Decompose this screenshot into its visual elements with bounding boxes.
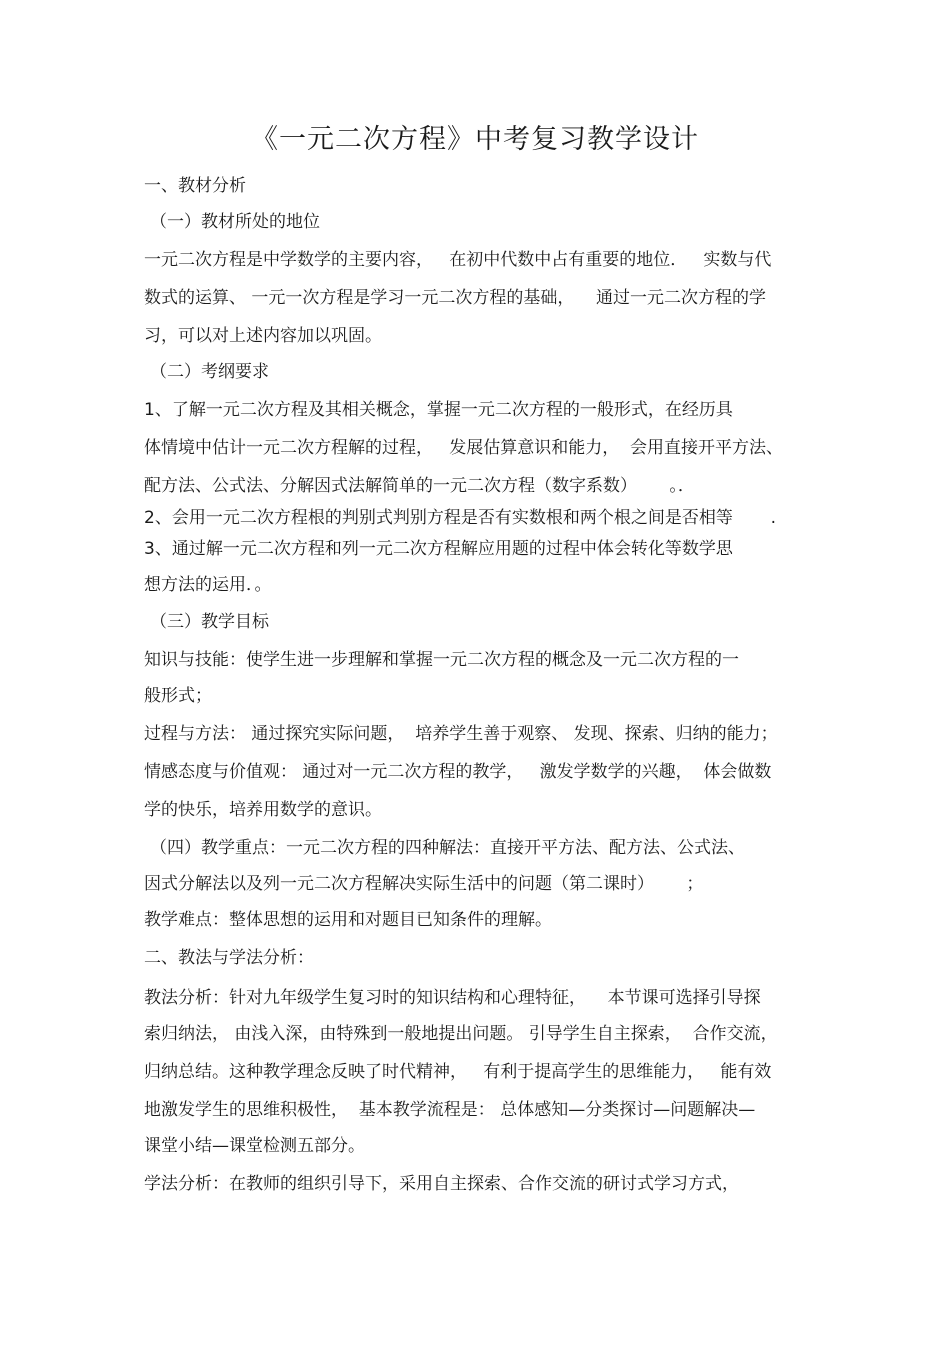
paragraph-line: 习，可以对上述内容加以巩固。 xyxy=(144,326,382,346)
paragraph-line: 地激发学生的思维积极性， 基本教学流程是： 总体感知—分类探讨—问题解决— xyxy=(144,1100,756,1120)
paragraph-line: 过程与方法： 通过探究实际问题， 培养学生善于观察、 发现、探索、归纳的能力； xyxy=(144,724,778,744)
document-title: 《一元二次方程》中考复习教学设计 xyxy=(251,124,699,155)
subsection-heading: （一）教材所处的地位 xyxy=(150,212,320,232)
paragraph-line: 归纳总结。这种教学理念反映了时代精神， 有利于提高学生的思维能力， 能有效 xyxy=(144,1062,772,1082)
paragraph-line: 想方法的运用．。 xyxy=(144,575,272,595)
paragraph-line: 数式的运算、 一元一次方程是学习一元二次方程的基础， 通过一元二次方程的学 xyxy=(144,288,767,308)
paragraph-line: 3、通过解一元二次方程和列一元二次方程解应用题的过程中体会转化等数学思 xyxy=(144,539,733,559)
paragraph-line: 学的快乐，培养用数学的意识。 xyxy=(144,800,382,820)
paragraph-line: 教法分析：针对九年级学生复习时的知识结构和心理特征， 本节课可选择引导探 xyxy=(144,988,761,1008)
paragraph-line: 般形式； xyxy=(144,686,212,706)
subsection-heading: （二）考纲要求 xyxy=(150,362,269,382)
paragraph-line: 学法分析：在教师的组织引导下，采用自主探索、合作交流的研讨式学习方式， xyxy=(144,1174,739,1194)
paragraph-line: 情感态度与价值观： 通过对一元二次方程的教学， 激发学数学的兴趣， 体会做数 xyxy=(144,762,772,782)
paragraph-line: 课堂小结—课堂检测五部分。 xyxy=(144,1136,365,1156)
section-heading: 一、教材分析 xyxy=(144,176,246,196)
paragraph-line: 2、会用一元二次方程根的判别式判别方程是否有实数根和两个根之间是否相等 . xyxy=(144,508,777,528)
paragraph-line: 一元二次方程是中学数学的主要内容， 在初中代数中占有重要的地位． 实数与代 xyxy=(144,250,772,270)
subsection-heading: （三）教学目标 xyxy=(150,612,269,632)
paragraph-line: 教学难点：整体思想的运用和对题目已知条件的理解。 xyxy=(144,910,552,930)
paragraph-line: （四）教学重点：一元二次方程的四种解法：直接开平方法、配方法、公式法、 xyxy=(150,838,745,858)
paragraph-line: 配方法、公式法、分解因式法解简单的一元二次方程（数字系数） 。． xyxy=(144,476,695,496)
section-heading: 二、教法与学法分析： xyxy=(144,948,314,968)
paragraph-line: 1、了解一元二次方程及其相关概念，掌握一元二次方程的一般形式，在经历具 xyxy=(144,400,733,420)
paragraph-line: 索归纳法， 由浅入深，由特殊到一般地提出问题。 引导学生自主探索， 合作交流， xyxy=(144,1024,778,1044)
paragraph-line: 因式分解法以及列一元二次方程解决实际生活中的问题（第二课时） ； xyxy=(144,874,704,894)
paragraph-line: 知识与技能：使学生进一步理解和掌握一元二次方程的概念及一元二次方程的一 xyxy=(144,650,739,670)
paragraph-line: 体情境中估计一元二次方程解的过程， 发展估算意识和能力， 会用直接开平方法、 xyxy=(144,438,784,458)
